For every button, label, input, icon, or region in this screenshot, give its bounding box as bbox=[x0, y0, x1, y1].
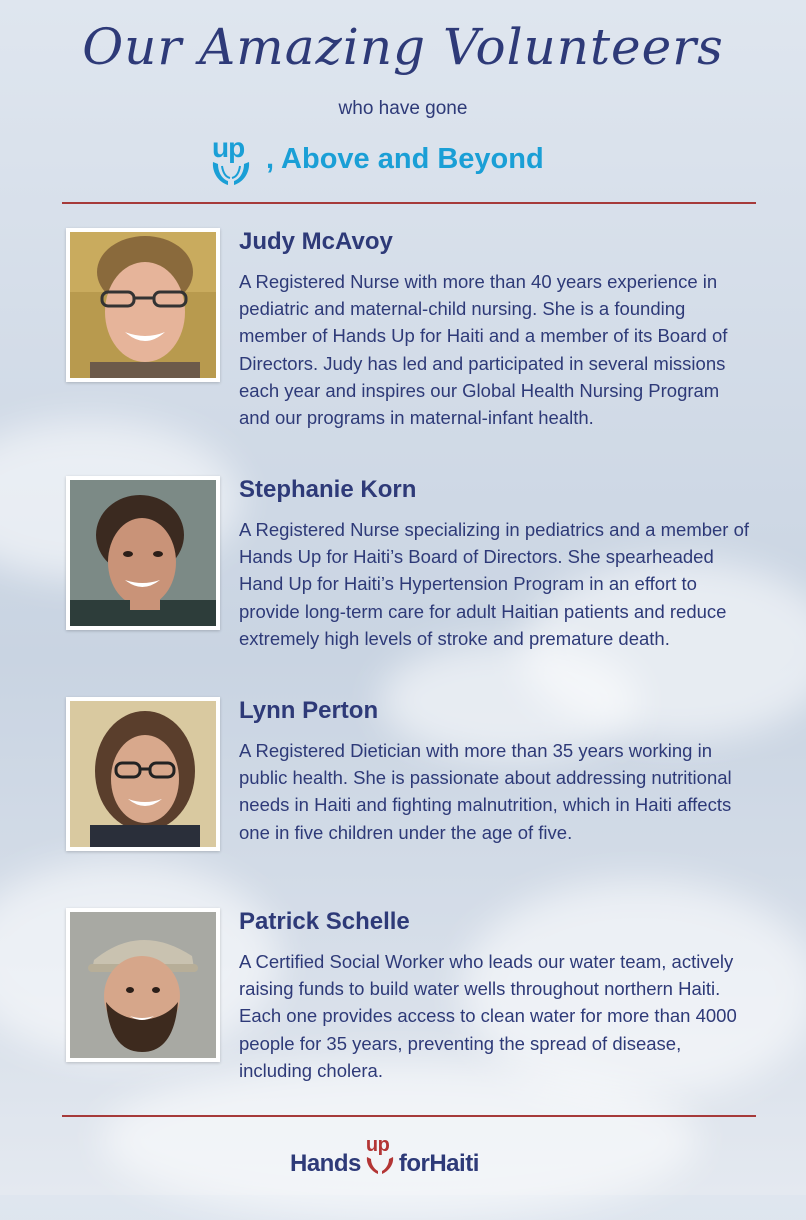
volunteer-bio: A Registered Nurse specializing in pediatrics and a member of Hands Up for Haiti’s Board of Directors. She spearheaded Hand Up for Haiti’s Hypertension Program in an effort to provide long-term care for adult Haitian patients and reduce extremely high levels of stroke and premature death. bbox=[239, 519, 750, 649]
logo-for-haiti-text: forHaiti bbox=[398, 1150, 479, 1177]
volunteer-photo bbox=[66, 908, 220, 1062]
woman-portrait-icon bbox=[70, 701, 216, 847]
bottom-divider bbox=[62, 1115, 756, 1117]
volunteer-name: Judy McAvoy bbox=[239, 228, 393, 255]
volunteer-name: Patrick Schelle bbox=[239, 908, 410, 935]
volunteer-photo bbox=[66, 697, 220, 851]
cupped-hands-icon bbox=[210, 160, 252, 188]
page-title: Our Amazing Volunteers bbox=[82, 18, 724, 76]
logo-up-mark bbox=[362, 1134, 398, 1178]
tagline-text: , Above and Beyond bbox=[266, 142, 544, 175]
volunteer-bio: A Registered Dietician with more than 35 years working in public health. She is passionate about addressing nutritional needs in Haiti and fighting malnutrition, which in Haiti affects one in five children under the age of five. bbox=[239, 740, 732, 843]
logo-up-text: up bbox=[212, 132, 245, 163]
volunteer-name: Lynn Perton bbox=[239, 697, 379, 724]
volunteer-bio: A Certified Social Worker who leads our water team, actively raising funds to build water wells throughout northern Haiti. Each one provides access to clean water for more than 4000 people for 35 years, preventing the spread of disease, including cholera. bbox=[239, 951, 737, 1081]
hands-up-logo bbox=[210, 134, 262, 190]
tagline-row bbox=[210, 132, 610, 192]
volunteer-photo bbox=[66, 476, 220, 630]
page-subtitle: who have gone bbox=[338, 98, 468, 119]
logo-up-text: up bbox=[365, 1134, 390, 1156]
volunteer-name: Stephanie Korn bbox=[239, 476, 417, 503]
cupped-hands-icon bbox=[365, 1156, 395, 1176]
volunteer-bio: A Registered Nurse with more than 40 years experience in pediatric and maternal-child nursing. She is a founding member of Hands Up for Haiti and a member of its Board of Directors. Judy has led and participated in several missions each year and inspires our Global Health Nursing Program and our programs in maternal-infant health. bbox=[239, 271, 728, 429]
woman-portrait-icon bbox=[70, 232, 216, 378]
man-portrait-icon bbox=[70, 912, 216, 1058]
logo-hands-text: Hands bbox=[290, 1150, 361, 1177]
top-divider bbox=[62, 202, 756, 204]
hands-up-for-haiti-logo bbox=[290, 1134, 530, 1178]
volunteer-photo bbox=[66, 228, 220, 382]
woman-portrait-icon bbox=[70, 480, 216, 626]
